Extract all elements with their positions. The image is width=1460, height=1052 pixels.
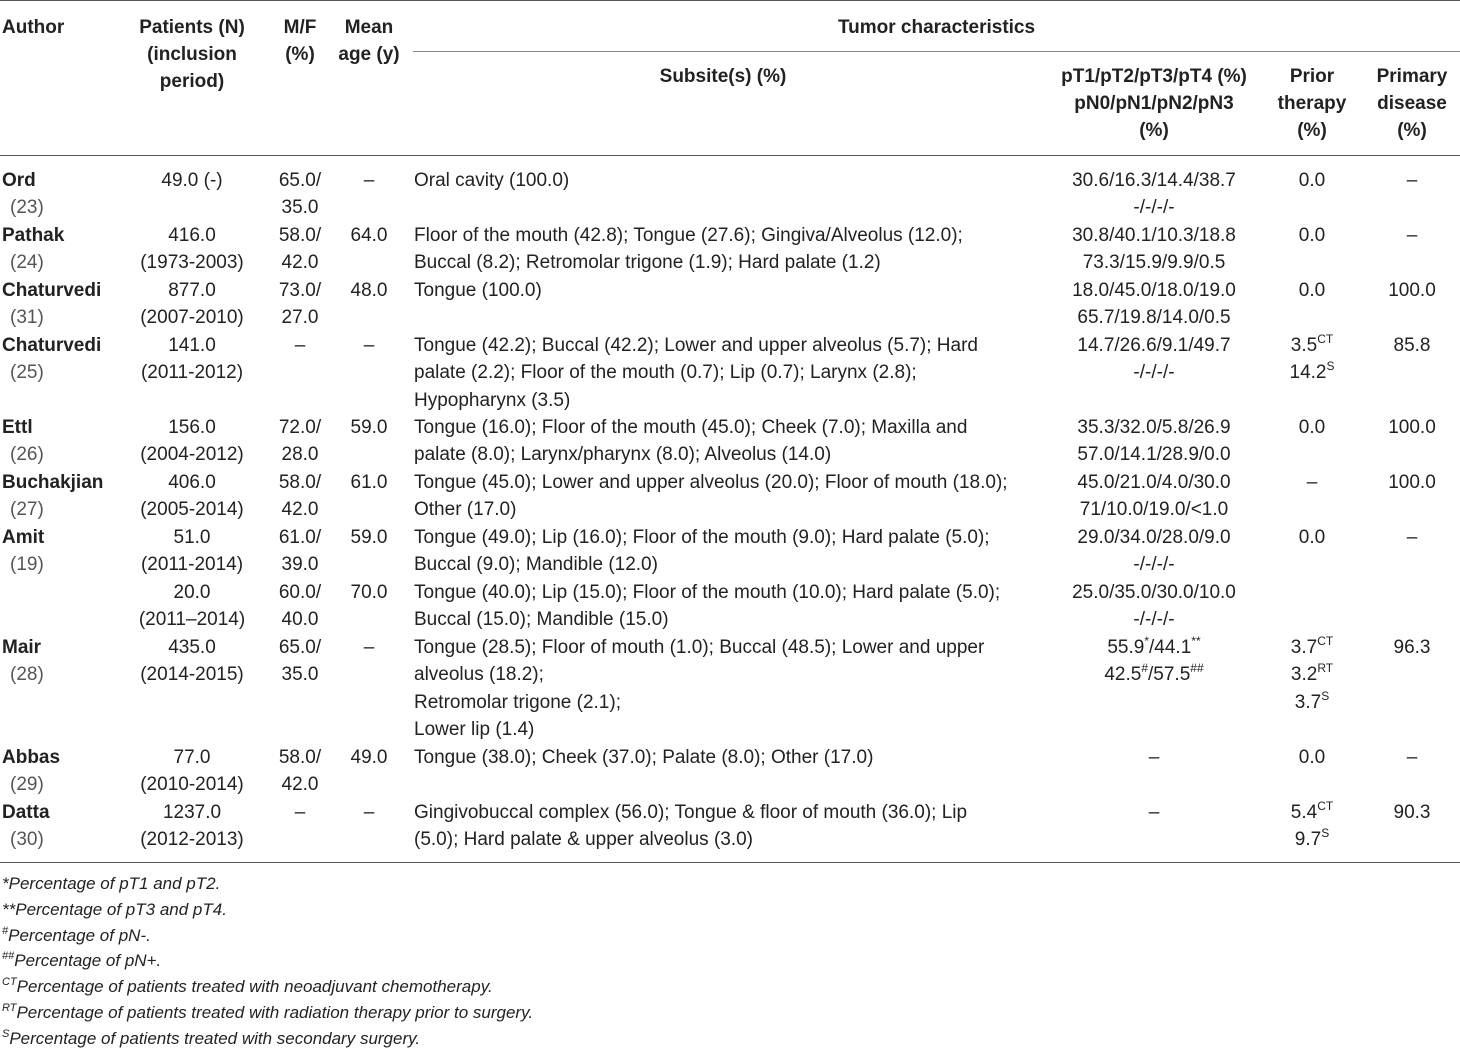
prior-therapy-line [1274,277,1350,304]
mf-cell [270,469,330,524]
subsite-line: Tongue (45.0); Lower and upper alveolus (20.0); Floor of mouth (18.0); [414,472,1008,493]
footnote-marker: S [2,1027,10,1040]
age-cell [334,332,404,359]
header-prior-therapy: Prior therapy (%) [1277,66,1347,141]
primary-disease-cell [1364,634,1460,661]
subsite-cell [414,634,1034,744]
author-name: Chaturvedi [2,280,102,301]
subsite-line: Tongue (100.0) [414,280,542,301]
primary-disease-value: 100.0 [1388,472,1436,493]
age-value: – [363,335,375,356]
header-mf: M/F (%) [283,17,317,65]
primary-disease-cell [1364,414,1460,441]
age-value: 59.0 [350,527,388,548]
mf-cell [270,634,330,689]
mf-value: 65.0/ [278,170,322,191]
ptpn-line: 71/10.0/19.0/<1.0 [1079,499,1229,521]
prior-therapy-line [1274,469,1350,496]
prior-therapy-line [1274,222,1350,249]
footnote-marker: RT [1317,661,1334,676]
mf-value: 39.0 [281,554,319,576]
subsite-cell [414,799,1034,854]
patients-value: 51.0 [173,527,211,548]
author-name: Datta [2,802,50,823]
footnote [2,871,220,897]
header-age: Mean age (y) [338,17,400,65]
patients-cell [118,469,266,524]
age-cell [334,167,404,194]
footnote [2,1000,533,1026]
reference-link: (31) [10,307,44,329]
footnote-text: **Percentage of pT3 and pT4. [2,899,227,919]
patients-value: (2005-2014) [140,499,244,521]
prior-therapy-cell [1274,332,1350,387]
ptpn-line: 73.3/15.9/9.9/0.5 [1082,252,1226,274]
subsite-line: Tongue (40.0); Lip (15.0); Floor of the mouth (10.0); Hard palate (5.0); [414,582,1001,603]
patients-value: 20.0 [173,582,211,603]
patients-cell [118,799,266,854]
subsite-line: Buccal (15.0); Mandible (15.0) [414,609,669,631]
age-cell [334,634,404,661]
ptpn-cell [1036,469,1272,524]
mf-value: 42.0 [281,499,319,521]
footnote [2,974,493,1000]
table-bottom-rule [0,862,1460,863]
author-name: Amit [2,527,45,548]
mf-cell [270,579,330,634]
age-cell [334,524,404,551]
footnote-marker: ## [1190,661,1204,676]
ptpn-line: 14.7/26.6/9.1/49.7 [1077,335,1231,356]
primary-disease-value: – [1406,170,1418,191]
patients-value: (2004-2012) [140,444,244,466]
prior-therapy-cell [1274,634,1350,716]
prior-therapy-value: 3.7 [1290,637,1318,658]
footnote-marker: RT [2,1002,17,1014]
subsite-cell [414,167,1034,194]
footnote-marker: # [1141,661,1149,676]
subsite-line: Tongue (16.0); Floor of the mouth (45.0); Cheek (7.0); Maxilla and [414,417,968,438]
primary-disease-cell [1364,744,1460,771]
ptpn-cell [1036,579,1272,634]
primary-disease-cell [1364,469,1460,496]
patients-cell [118,277,266,332]
age-cell [334,799,404,826]
reference-link: (28) [10,664,44,686]
ptpn-value: 42.5 [1104,664,1142,686]
ptpn-line: 30.6/16.3/14.4/38.7 [1072,170,1236,191]
footnote-marker: CT [1317,332,1334,346]
ptpn-cell [1036,634,1272,689]
footnote-text: *Percentage of pT1 and pT2. [2,874,221,893]
ptpn-line: 29.0/34.0/28.0/9.0 [1077,527,1231,548]
subsite-cell [414,579,1034,634]
mf-value: 35.0 [281,664,319,686]
subsite-cell [414,332,1034,414]
footnote-marker: CT [1317,634,1334,648]
footnote-marker: CT [1317,799,1334,813]
ptpn-cell [1036,222,1272,277]
patients-cell [118,524,266,579]
subsite-line: palate (8.0); Larynx/pharynx (8.0); Alveolus (14.0) [414,444,832,466]
primary-disease-cell [1364,222,1460,249]
ptpn-line [1036,634,1272,661]
ptpn-cell [1036,277,1272,332]
prior-therapy-line [1274,634,1350,661]
prior-therapy-line [1274,359,1350,386]
patients-value: (2010-2014) [140,774,244,796]
header-bottom-rule [0,155,1460,156]
prior-therapy-cell [1274,469,1350,496]
prior-therapy-cell [1274,277,1350,304]
primary-disease-value: 96.3 [1393,637,1431,658]
patients-cell [118,332,266,387]
prior-therapy-value: 14.2 [1289,362,1327,384]
prior-therapy-line [1274,167,1350,194]
author-name: Buchakjian [2,472,104,493]
age-cell [334,744,404,771]
footnote [2,897,227,923]
subsite-line: Tongue (38.0); Cheek (37.0); Palate (8.0); Other (17.0) [414,747,874,768]
prior-therapy-value: 0.0 [1298,417,1326,438]
ptpn-line: -/-/-/- [1133,609,1175,631]
footnote [2,948,161,974]
footnote-text: Percentage of pN+. [14,951,162,971]
prior-therapy-value: 9.7 [1294,829,1322,851]
subsite-line: Tongue (42.2); Buccal (42.2); Lower and upper alveolus (5.7); Hard [414,335,978,356]
mf-cell [270,524,330,579]
patients-cell [118,634,266,689]
ptpn-cell [1036,167,1272,222]
mf-cell [270,222,330,277]
footnote-marker: * [1144,634,1150,648]
patients-value: (2011–2014) [138,609,246,631]
age-cell [334,469,404,496]
mf-cell [270,277,330,332]
footnote-text: Percentage of patients treated with radiation therapy prior to surgery. [16,1003,534,1022]
reference-link: (29) [10,774,44,796]
prior-therapy-line [1274,332,1350,359]
author-cell [2,277,117,332]
prior-therapy-line [1274,661,1350,688]
patients-value: 49.0 (-) [161,170,223,191]
mf-value: 61.0/ [278,527,322,548]
age-value: – [363,637,375,658]
prior-therapy-value: – [1306,472,1318,493]
age-value: 61.0 [350,472,388,493]
ptpn-line: 30.8/40.1/10.3/18.8 [1072,225,1236,246]
prior-therapy-cell [1274,799,1350,854]
ptpn-line: – [1148,747,1160,768]
subsite-line: Buccal (9.0); Mandible (12.0) [414,554,658,576]
subsite-cell [414,469,1034,524]
mf-cell [270,414,330,469]
subsite-line: Retromolar trigone (2.1); [414,691,621,713]
ptpn-line: 45.0/21.0/4.0/30.0 [1077,472,1231,493]
footnote-marker: CT [2,976,17,989]
age-cell [334,222,404,249]
author-name: Mair [2,637,42,658]
author-cell [2,332,117,387]
header-patients: Patients (N) (inclusion period) [139,17,245,92]
mf-value: 40.0 [281,609,319,631]
patients-cell [118,744,266,799]
prior-therapy-value: 0.0 [1298,225,1326,246]
mf-cell [270,799,330,826]
author-name: Chaturvedi [2,335,102,356]
subsite-line: (5.0); Hard palate & upper alveolus (3.0) [414,829,754,851]
age-value: – [363,170,375,191]
primary-disease-cell [1364,332,1460,359]
footnote-marker: S [1321,688,1330,703]
ptpn-line: 35.3/32.0/5.8/26.9 [1077,417,1231,438]
mf-cell [270,167,330,222]
ptpn-value: /44.1 [1149,637,1192,658]
prior-therapy-value: 3.5 [1290,335,1318,356]
subsite-cell [414,277,1034,304]
author-cell [2,222,117,277]
ptpn-cell [1036,799,1272,826]
patients-value: 406.0 [168,472,216,493]
subsite-line: Tongue (49.0); Lip (16.0); Floor of the mouth (9.0); Hard palate (5.0); [414,527,990,548]
age-value: 70.0 [350,582,388,603]
primary-disease-cell [1364,277,1460,304]
subsite-line: Floor of the mouth (42.8); Tongue (27.6); Gingiva/Alveolus (12.0); [414,225,963,246]
mf-value: 65.0/ [278,637,322,658]
ptpn-line: -/-/-/- [1133,554,1175,576]
footnote-marker: ** [1191,634,1201,648]
prior-therapy-value: 5.4 [1290,802,1318,823]
primary-disease-cell [1364,799,1460,826]
mf-value: 60.0/ [278,582,322,603]
subsite-line: Other (17.0) [414,499,517,521]
patients-value: 156.0 [168,417,216,438]
reference-link: (26) [10,444,44,466]
footnote-marker: ## [2,950,15,963]
subsite-line: Hypopharynx (3.5) [414,389,571,411]
age-cell [334,277,404,304]
table-top-rule [0,0,1460,1]
header-author: Author [2,17,65,38]
primary-disease-value: – [1406,747,1418,768]
tumor-group-rule [413,51,1460,52]
patients-cell [118,167,266,194]
author-cell [2,744,117,799]
age-cell [334,414,404,441]
prior-therapy-line [1274,826,1350,853]
patients-value: (2007-2010) [140,307,244,329]
primary-disease-cell [1364,524,1460,551]
patients-cell [118,414,266,469]
mf-value: 42.0 [281,774,319,796]
footnote-text: Percentage of patients treated with secondary surgery. [9,1028,421,1048]
patients-value: 1237.0 [162,802,222,823]
patients-value: 435.0 [168,637,216,658]
author-cell [2,799,117,854]
age-value: 49.0 [350,747,388,768]
subsite-line: Gingivobuccal complex (56.0); Tongue & floor of mouth (36.0); Lip [414,802,968,823]
patients-value: 416.0 [168,225,216,246]
patients-cell [118,579,266,634]
prior-therapy-cell [1274,167,1350,194]
reference-link: (30) [10,829,44,851]
author-name: Ord [2,170,36,191]
ptpn-line [1036,661,1272,688]
footnote-marker: S [1326,359,1335,374]
age-value: – [363,802,375,823]
prior-therapy-value: 3.7 [1294,691,1322,713]
prior-therapy-cell [1274,414,1350,441]
author-cell [2,469,117,524]
mf-value: 42.0 [281,252,319,274]
mf-value: 27.0 [281,307,319,329]
author-cell [2,634,117,689]
header-primary-disease: Primary disease (%) [1376,66,1448,141]
subsite-line: Lower lip (1.4) [414,719,535,741]
prior-therapy-value: 0.0 [1298,280,1326,301]
patients-value: 141.0 [168,335,216,356]
primary-disease-value: 100.0 [1388,417,1436,438]
ptpn-value: /57.5 [1148,664,1191,686]
patients-value: (2011-2014) [140,554,244,576]
author-cell [2,414,117,469]
ptpn-line: -/-/-/- [1133,197,1175,219]
primary-disease-value: – [1406,527,1418,548]
patients-value: (2012-2013) [140,829,244,851]
subsite-cell [414,744,1034,771]
patients-value: 77.0 [173,747,211,768]
subsite-line: palate (2.2); Floor of the mouth (0.7); Lip (0.7); Larynx (2.8); [414,362,917,384]
footnote-text: Percentage of patients treated with neoadjuvant chemotherapy. [16,977,493,997]
subsite-line: Buccal (8.2); Retromolar trigone (1.9); Hard palate (1.2) [414,252,881,274]
reference-link: (19) [10,554,44,576]
mf-value: 35.0 [281,197,319,219]
prior-therapy-value: 0.0 [1298,527,1326,548]
prior-therapy-line [1274,744,1350,771]
ptpn-cell [1036,744,1272,771]
prior-therapy-line [1274,524,1350,551]
header-ptpn: pT1/pT2/pT3/pT4 (%) pN0/pN1/pN2/pN3 (%) [1061,66,1247,141]
age-cell [334,579,404,606]
mf-value: 58.0/ [278,472,322,493]
header-subsites: Subsite(s) (%) [659,66,787,87]
patients-value: (2011-2012) [140,362,244,384]
age-value: 64.0 [350,225,388,246]
ptpn-value: 55.9 [1107,637,1145,658]
age-value: 59.0 [350,417,388,438]
mf-cell [270,332,330,359]
subsite-cell [414,524,1034,579]
reference-link: (25) [10,362,44,384]
prior-therapy-cell [1274,744,1350,771]
prior-therapy-value: 0.0 [1298,747,1326,768]
primary-disease-value: 100.0 [1388,280,1436,301]
footnote-marker: # [2,924,9,937]
reference-link: (24) [10,252,44,274]
primary-disease-cell [1364,167,1460,194]
reference-link: (27) [10,499,44,521]
primary-disease-value: 85.8 [1393,335,1431,356]
subsite-line: Oral cavity (100.0) [414,170,570,191]
prior-therapy-line [1274,799,1350,826]
footnote-marker: S [1321,826,1330,841]
mf-value: 73.0/ [278,280,322,301]
age-value: 48.0 [350,280,388,301]
primary-disease-value: 90.3 [1393,802,1431,823]
mf-value: 28.0 [281,444,319,466]
ptpn-cell [1036,524,1272,579]
subsite-cell [414,414,1034,469]
patients-value: 877.0 [168,280,216,301]
primary-disease-value: – [1406,225,1418,246]
author-name: Pathak [2,225,65,246]
ptpn-cell [1036,414,1272,469]
footnote-text: Percentage of pN-. [8,925,151,945]
ptpn-line: -/-/-/- [1133,362,1175,384]
mf-value: – [294,802,306,823]
footnote [2,923,151,949]
prior-therapy-cell [1274,524,1350,551]
prior-therapy-cell [1274,222,1350,249]
ptpn-line: 18.0/45.0/18.0/19.0 [1072,280,1236,301]
prior-therapy-value: 3.2 [1290,664,1318,686]
prior-therapy-value: 0.0 [1298,170,1326,191]
subsite-line: Tongue (28.5); Floor of mouth (1.0); Buccal (48.5); Lower and upper [414,637,985,658]
patients-value: (1973-2003) [140,252,244,274]
mf-value: 72.0/ [278,417,322,438]
patients-value: (2014-2015) [140,664,244,686]
footnote [2,1026,420,1052]
ptpn-cell [1036,332,1272,387]
ptpn-line: 65.7/19.8/14.0/0.5 [1077,307,1231,329]
mf-value: 58.0/ [278,225,322,246]
patients-cell [118,222,266,277]
prior-therapy-line [1274,689,1350,716]
author-cell [2,524,117,579]
header-tumor-characteristics: Tumor characteristics [837,17,1036,38]
reference-link: (23) [10,197,44,219]
subsite-line: alveolus (18.2); [414,664,544,686]
mf-value: – [294,335,306,356]
ptpn-line: – [1148,802,1160,823]
subsite-cell [414,222,1034,277]
mf-cell [270,744,330,799]
author-cell [2,167,117,222]
ptpn-line: 57.0/14.1/28.9/0.0 [1077,444,1231,466]
author-name: Abbas [2,747,61,768]
author-name: Ettl [2,417,33,438]
mf-value: 58.0/ [278,747,322,768]
prior-therapy-line [1274,414,1350,441]
ptpn-line: 25.0/35.0/30.0/10.0 [1072,582,1236,603]
